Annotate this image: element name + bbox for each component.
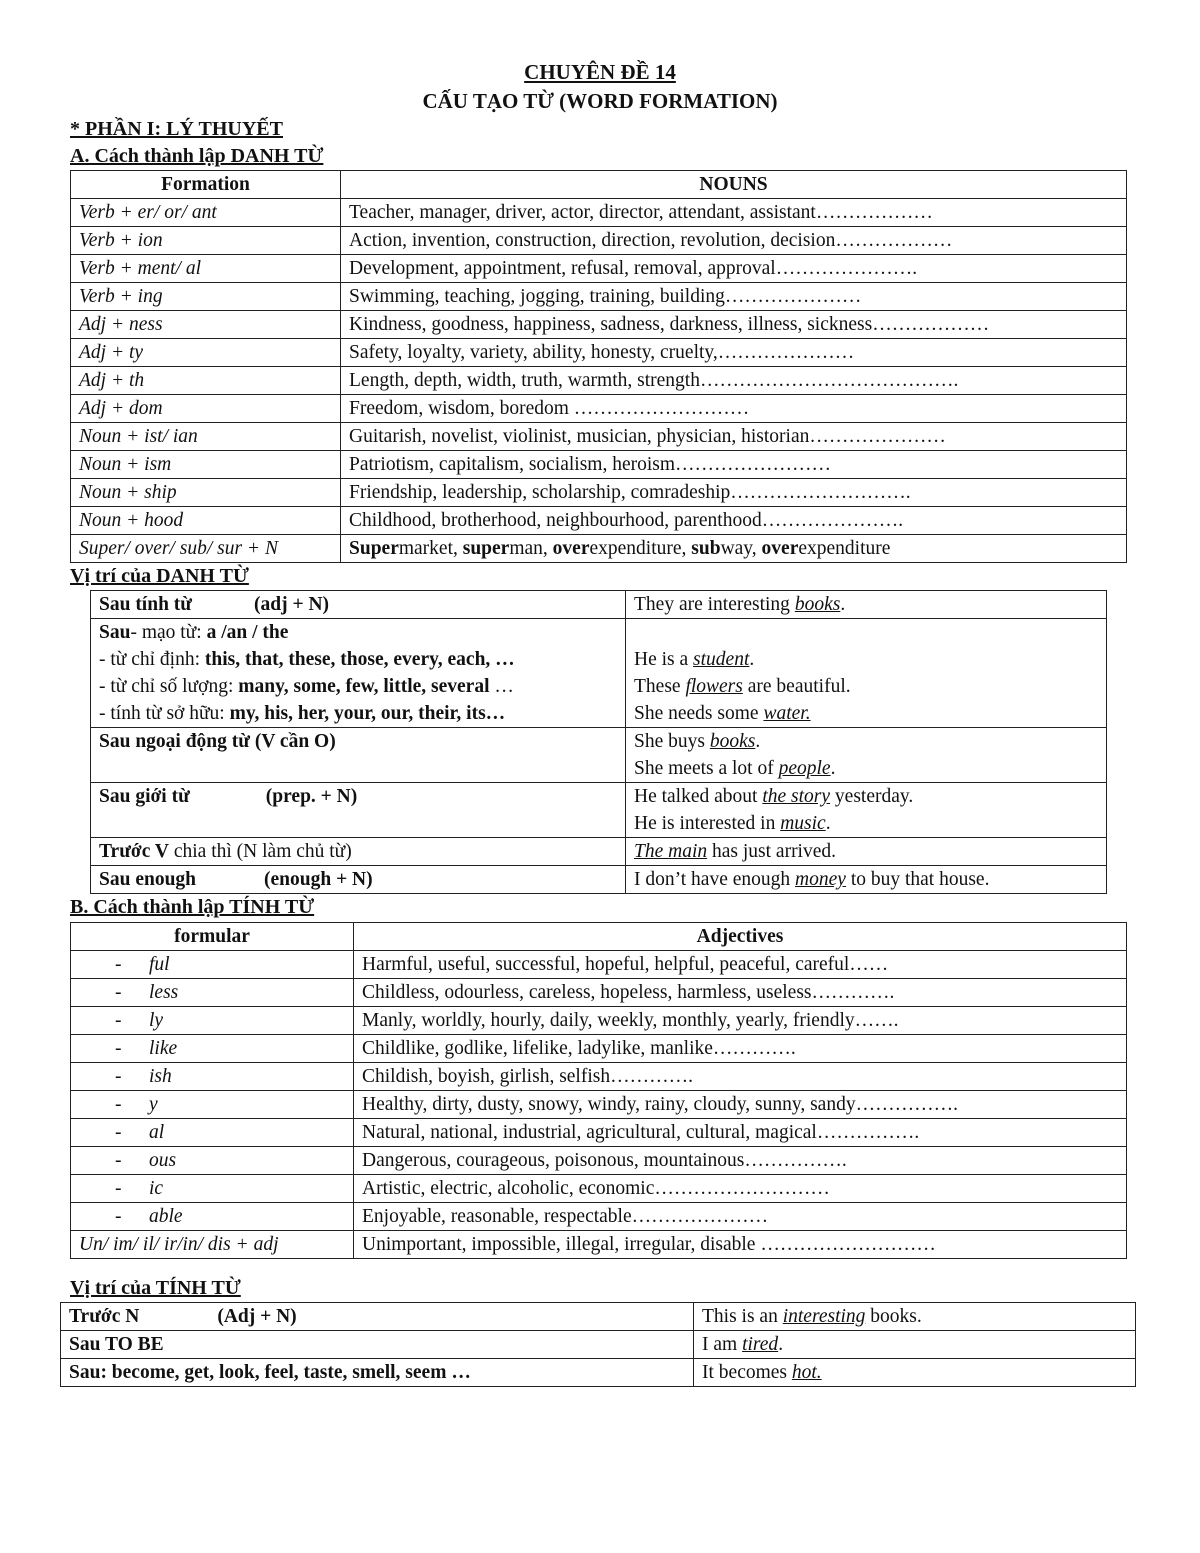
nouns-cell: Safety, loyalty, variety, ability, honesty, cruelty,…………………: [341, 339, 1127, 367]
table-row: [71, 479, 1127, 507]
table-row: [71, 451, 1127, 479]
formation-cell: Adj + dom: [71, 395, 341, 423]
formation-cell: Super/ over/ sub/ sur + N: [71, 535, 341, 563]
table-header-row: [71, 171, 1127, 199]
formular-cell: - less: [71, 979, 354, 1007]
formation-cell: Noun + hood: [71, 507, 341, 535]
table-row: [71, 535, 1127, 563]
table-row: [71, 1035, 1127, 1063]
table-row: [71, 395, 1127, 423]
table-row: [71, 951, 1127, 979]
noun-position-table: [90, 590, 1107, 894]
adj-position-heading: Vị trí của TÍNH TỪ: [70, 1277, 241, 1299]
nouns-cell: Kindness, goodness, happiness, sadness, darkness, illness, sickness………………: [341, 311, 1127, 339]
nouns-cell: Childhood, brotherhood, neighbourhood, parenthood………………….: [341, 507, 1127, 535]
adj-section-heading: B. Cách thành lập TÍNH TỪ: [70, 896, 315, 918]
table-row: Sau enough (enough + N) I don’t have enough money to buy that house.: [91, 866, 1107, 894]
table-row: Sau- mạo từ: a /an / the - từ chỉ định: this, that, these, those, every, each, … - từ chỉ số lượng: many, some, few, little, several … - tính từ sở hữu: my, his, her, your, our, their, its… He is a student. These flowers are beautiful. She needs some water.: [91, 619, 1107, 728]
adjectives-cell: Artistic, electric, alcoholic, economic………………………: [354, 1175, 1127, 1203]
table-row: [71, 283, 1127, 311]
adjectives-cell: Childlike, godlike, lifelike, ladylike, manlike………….: [354, 1035, 1127, 1063]
adjectives-cell: Healthy, dirty, dusty, snowy, windy, rainy, cloudy, sunny, sandy…………….: [354, 1091, 1127, 1119]
column-header: Adjectives: [354, 923, 1127, 951]
formation-cell: Verb + er/ or/ ant: [71, 199, 341, 227]
nouns-cell: Length, depth, width, truth, warmth, strength………………………………….: [341, 367, 1127, 395]
nouns-cell: Teacher, manager, driver, actor, director, attendant, assistant………………: [341, 199, 1127, 227]
noun-formation-table: [70, 170, 1127, 563]
document-subtitle: CẤU TẠO TỪ (WORD FORMATION): [422, 89, 778, 113]
adj-position-table: [60, 1302, 1136, 1387]
adjectives-cell: Unimportant, impossible, illegal, irregular, disable ………………………: [354, 1231, 1127, 1259]
part-heading: * PHẦN I: LÝ THUYẾT: [70, 118, 283, 140]
formation-cell: Adj + ty: [71, 339, 341, 367]
table-row: [71, 1091, 1127, 1119]
formular-cell: - ous: [71, 1147, 354, 1175]
table-row: [71, 227, 1127, 255]
table-row: [71, 1175, 1127, 1203]
adjectives-cell: Childish, boyish, girlish, selfish………….: [354, 1063, 1127, 1091]
adj-formation-table: [70, 922, 1127, 1259]
table-row: Sau giới từ (prep. + N) He talked about the story yesterday. He is interested in music.: [91, 783, 1107, 838]
formation-cell: Adj + th: [71, 367, 341, 395]
table-row: [71, 979, 1127, 1007]
table-header-row: [71, 923, 1127, 951]
nouns-cell: Supermarket, superman, overexpenditure, subway, overexpenditure: [341, 535, 1127, 563]
formular-cell: - ic: [71, 1175, 354, 1203]
table-row: Sau TO BE I am tired.: [61, 1331, 1136, 1359]
adjectives-cell: Enjoyable, reasonable, respectable…………………: [354, 1203, 1127, 1231]
table-row: Sau ngoại động từ (V cần O) She buys books. She meets a lot of people.: [91, 728, 1107, 783]
nouns-cell: Swimming, teaching, jogging, training, building…………………: [341, 283, 1127, 311]
table-row: [71, 1147, 1127, 1175]
formular-cell: - ly: [71, 1007, 354, 1035]
formation-cell: Verb + ment/ al: [71, 255, 341, 283]
adjectives-cell: Manly, worldly, hourly, daily, weekly, monthly, yearly, friendly…….: [354, 1007, 1127, 1035]
adjectives-cell: Natural, national, industrial, agricultural, cultural, magical…………….: [354, 1119, 1127, 1147]
formation-cell: Noun + ship: [71, 479, 341, 507]
table-row: Sau: become, get, look, feel, taste, smell, seem … It becomes hot.: [61, 1359, 1136, 1387]
nouns-cell: Patriotism, capitalism, socialism, heroism……………………: [341, 451, 1127, 479]
formular-cell: Un/ im/ il/ ir/in/ dis + adj: [71, 1231, 354, 1259]
nouns-cell: Friendship, leadership, scholarship, comradeship……………………….: [341, 479, 1127, 507]
table-row: [71, 255, 1127, 283]
column-header: formular: [71, 923, 354, 951]
table-row: [71, 311, 1127, 339]
table-row: [71, 507, 1127, 535]
table-row: [71, 1063, 1127, 1091]
nouns-cell: Action, invention, construction, direction, revolution, decision………………: [341, 227, 1127, 255]
adjectives-cell: Harmful, useful, successful, hopeful, helpful, peaceful, careful……: [354, 951, 1127, 979]
adjectives-cell: Childless, odourless, careless, hopeless, harmless, useless………….: [354, 979, 1127, 1007]
formular-cell: - able: [71, 1203, 354, 1231]
formation-cell: Verb + ion: [71, 227, 341, 255]
adjectives-cell: Dangerous, courageous, poisonous, mountainous…………….: [354, 1147, 1127, 1175]
table-row: [71, 1203, 1127, 1231]
table-row: [71, 423, 1127, 451]
table-row: [71, 1119, 1127, 1147]
column-header: NOUNS: [341, 171, 1127, 199]
formular-cell: - al: [71, 1119, 354, 1147]
formular-cell: - ful: [71, 951, 354, 979]
table-row: [71, 367, 1127, 395]
formation-cell: Noun + ism: [71, 451, 341, 479]
table-row: [71, 1231, 1127, 1259]
nouns-cell: Freedom, wisdom, boredom ………………………: [341, 395, 1127, 423]
table-row: [71, 339, 1127, 367]
noun-position-heading: Vị trí của DANH TỪ: [70, 565, 249, 587]
formular-cell: - like: [71, 1035, 354, 1063]
formation-cell: Verb + ing: [71, 283, 341, 311]
formular-cell: - y: [71, 1091, 354, 1119]
table-row: Sau tính từ (adj + N) They are interesting books.: [91, 591, 1107, 619]
column-header: Formation: [71, 171, 341, 199]
table-row: Trước N (Adj + N) This is an interesting books.: [61, 1303, 1136, 1331]
nouns-cell: Guitarish, novelist, violinist, musician, physician, historian…………………: [341, 423, 1127, 451]
noun-section-heading: A. Cách thành lập DANH TỪ: [70, 145, 324, 167]
nouns-cell: Development, appointment, refusal, removal, approval………………….: [341, 255, 1127, 283]
formation-cell: Adj + ness: [71, 311, 341, 339]
table-row: [71, 199, 1127, 227]
table-row: [71, 1007, 1127, 1035]
document-title: CHUYÊN ĐỀ 14: [524, 60, 676, 84]
table-row: Trước V chia thì (N làm chủ từ) The main has just arrived.: [91, 838, 1107, 866]
formation-cell: Noun + ist/ ian: [71, 423, 341, 451]
formular-cell: - ish: [71, 1063, 354, 1091]
